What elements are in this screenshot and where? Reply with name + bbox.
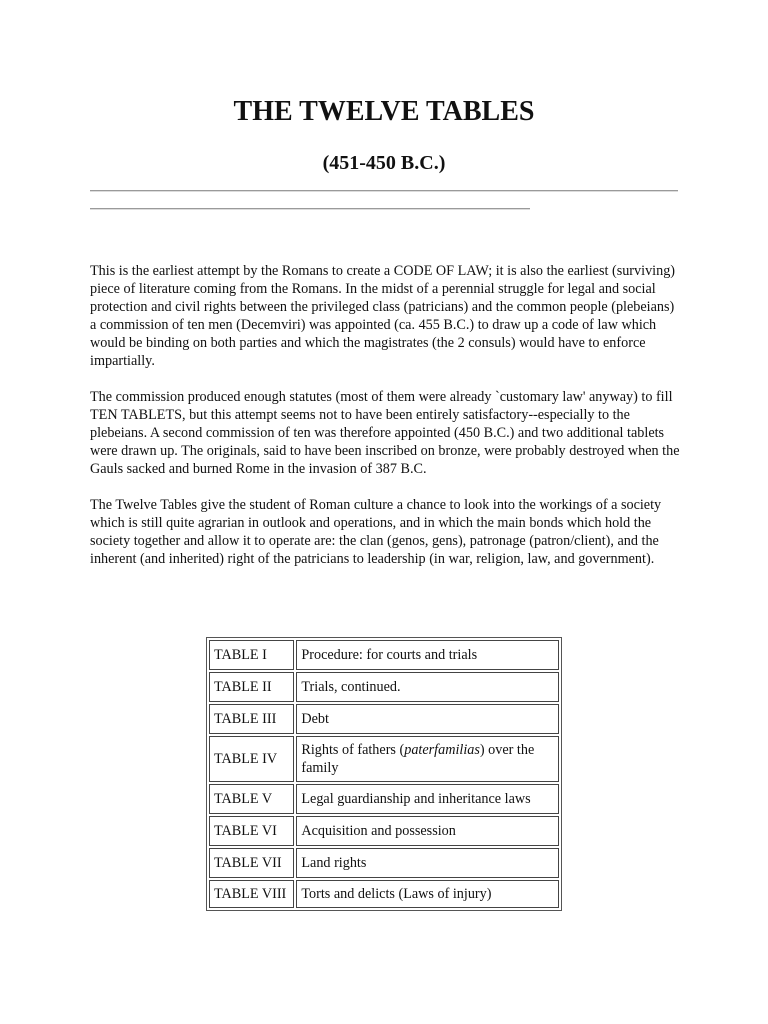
table-row [209,672,559,702]
description-text: ) over the family [301,742,535,776]
table-row [209,848,559,878]
table-description-cell: Debt [296,704,559,734]
page-title: THE TWELVE TABLES [233,96,535,127]
table-name-cell: TABLE VIII [209,880,294,908]
description-italic-term: paterfamilias [404,742,480,758]
table-row [209,784,559,814]
table-row [209,704,559,734]
horizontal-rule [90,208,530,210]
table-description-cell: Legal guardianship and inheritance laws [296,784,559,814]
table-description-cell: Procedure: for courts and trials [296,640,559,670]
table-name-cell: TABLE V [209,784,294,814]
twelve-tables-table [206,637,562,911]
table-name-cell: TABLE IV [209,736,294,782]
table-row [209,640,559,670]
table-description-cell [296,736,559,782]
table-row [209,736,559,782]
paragraph: The Twelve Tables give the student of Roman culture a chance to look into the workings of a society which is still quite agrarian in outlook and operations, and in which the main bonds which hold the society together and allow it to operate are: the clan (genos, gens), patronage (patron/client), and the inherent (and inherited) right of the patricians to leadership (in war, religion, law, and government). [90,497,662,567]
table-name-cell: TABLE I [209,640,294,670]
paragraph: This is the earliest attempt by the Romans to create a CODE OF LAW; it is also the earliest (surviving) piece of literature coming from the Romans. In the midst of a perennial struggle for legal and social protection and civil rights between the privileged class (patricians) and the common people (plebeians) a commission of ten men (Decemviri) was appointed (ca. 455 B.C.) to draw up a code of law which would be binding on both parties and which the magistrates (the 2 consuls) would have to enforce impartially. [90,263,676,369]
table-name-cell: TABLE III [209,704,294,734]
paragraph: The commission produced enough statutes (most of them were already `customary law' anyway) to fill TEN TABLETS, but this attempt seems not to have been entirely satisfactory--especially to the plebeians. A second commission of ten was therefore appointed (450 B.C.) and two additional tablets were drawn up. The originals, said to have been inscribed on bronze, were probably destroyed when the Gauls sacked and burned Rome in the invasion of 387 B.C. [90,389,680,477]
table-name-cell: TABLE VI [209,816,294,846]
table-description-cell: Land rights [296,848,559,878]
table-row [209,816,559,846]
table-row [209,880,559,908]
table-description-cell: Trials, continued. [296,672,559,702]
description-text: Rights of fathers ( [301,742,405,758]
page-subtitle: (451-450 B.C.) [322,152,446,174]
horizontal-rule [90,190,678,192]
table-name-cell: TABLE VII [209,848,294,878]
table-name-cell: TABLE II [209,672,294,702]
body-text [90,262,680,586]
table-description-cell: Torts and delicts (Laws of injury) [296,880,559,908]
table-description-cell: Acquisition and possession [296,816,559,846]
